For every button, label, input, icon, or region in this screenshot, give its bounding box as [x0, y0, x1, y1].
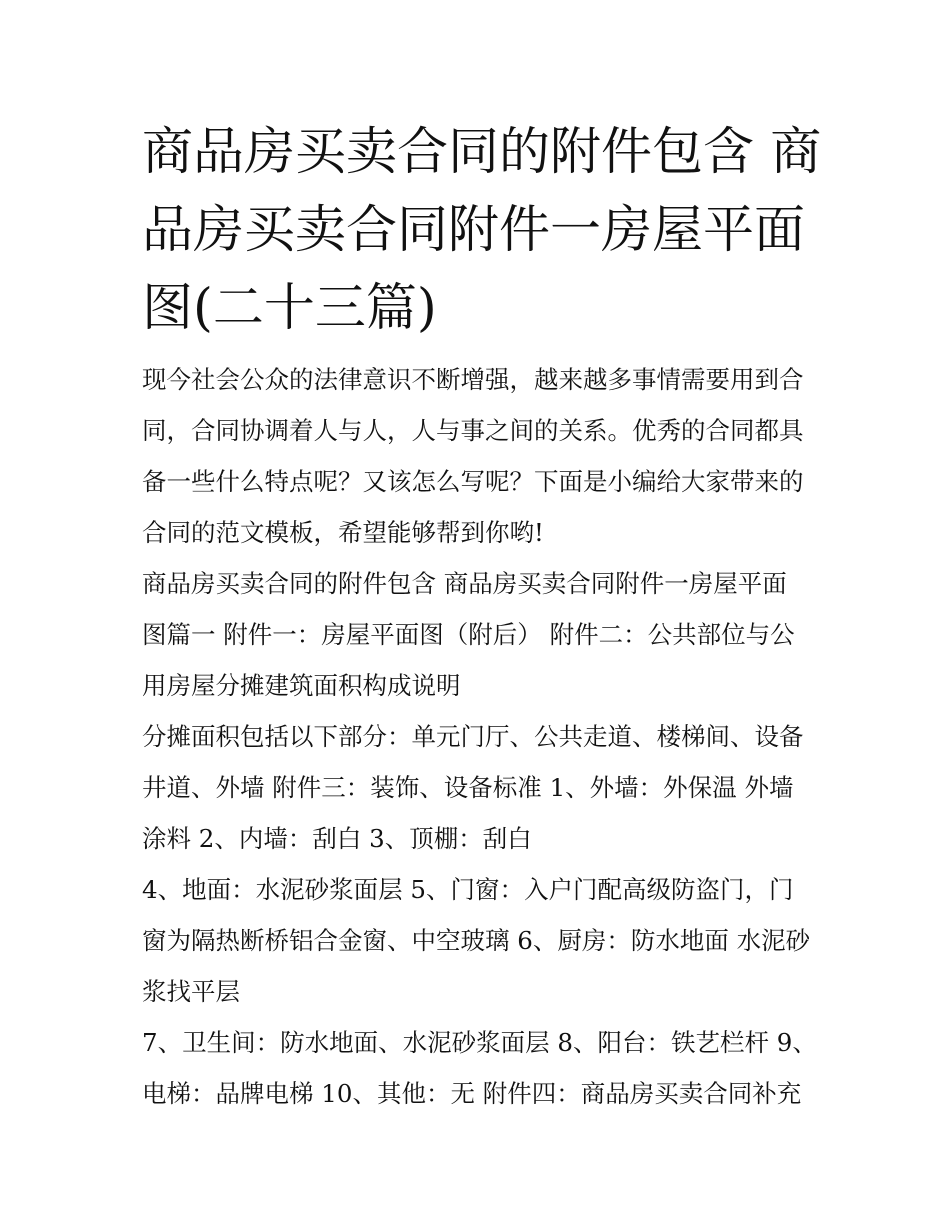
- document-body: [142, 354, 832, 1119]
- body-line: 井道、外墙 附件三：装饰、设备标准 1、外墙：外保温 外墙: [142, 773, 794, 802]
- body-line: 现今社会公众的法律意识不断增强，越来越多事情需要用到合: [142, 365, 804, 394]
- body-line: 商品房买卖合同的附件包含 商品房买卖合同附件一房屋平面: [142, 569, 787, 598]
- body-line: 图篇一 附件一：房屋平面图（附后） 附件二：公共部位与公: [142, 620, 795, 649]
- title-line-1: 商品房买卖合同的附件包含 商: [142, 123, 822, 182]
- title-line-3: 图(二十三篇): [142, 279, 437, 338]
- body-line: 同，合同协调着人与人，人与事之间的关系。优秀的合同都具: [142, 416, 804, 445]
- body-line: 浆找平层: [142, 977, 240, 1006]
- body-line: 用房屋分摊建筑面积构成说明: [142, 671, 461, 700]
- body-line: 分摊面积包括以下部分：单元门厅、公共走道、楼梯间、设备: [142, 722, 804, 751]
- document-title: [142, 114, 822, 348]
- title-line-2: 品房买卖合同附件一房屋平面: [142, 201, 806, 260]
- body-line: 4、地面：水泥砂浆面层 5、门窗：入户门配高级防盗门，门: [142, 875, 794, 904]
- body-line: 合同的范文模板，希望能够帮到你哟!: [142, 518, 544, 547]
- body-line: 电梯：品牌电梯 10、其他：无 附件四：商品房买卖合同补充: [142, 1079, 802, 1108]
- body-line: 7、卫生间：防水地面、水泥砂浆面层 8、阳台：铁艺栏杆 9、: [142, 1028, 817, 1057]
- body-line: 窗为隔热断桥铝合金窗、中空玻璃 6、厨房：防水地面 水泥砂: [142, 926, 811, 955]
- body-line: 涂料 2、内墙：刮白 3、顶棚：刮白: [142, 824, 532, 853]
- body-line: 备一些什么特点呢？又该怎么写呢？下面是小编给大家带来的: [142, 467, 804, 496]
